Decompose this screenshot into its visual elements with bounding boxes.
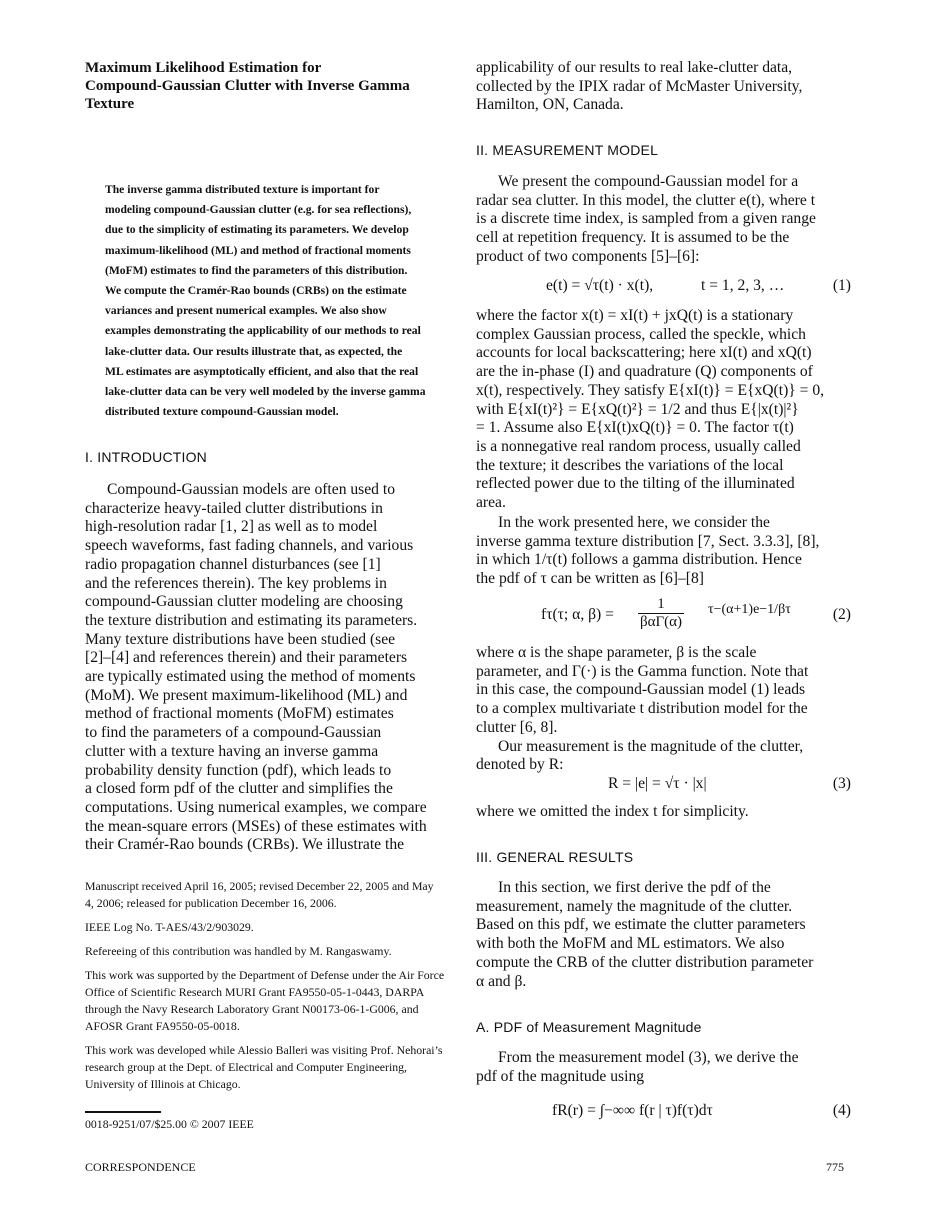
text-line: Based on this pdf, we estimate the clutter parameters [476, 916, 806, 934]
footer-section-label: CORRESPONDENCE [85, 1160, 196, 1174]
title-line: Maximum Likelihood Estimation for [85, 60, 322, 76]
equation-number: (4) [832, 1102, 851, 1119]
text-line: where the factor x(t) = xI(t) + jxQ(t) is a stationary [476, 307, 794, 324]
speckle-paragraph [476, 307, 851, 513]
equation-2-denominator: βαΓ(α) [640, 614, 683, 630]
title-line: Texture [85, 96, 135, 112]
text-line: area. [476, 494, 506, 512]
abstract [85, 180, 460, 422]
title-line: Compound-Gaussian Clutter with Inverse Gamma [85, 78, 410, 94]
text-line: to find the parameters of a compound-Gaussian [85, 724, 382, 742]
subsection-heading-pdf: A. PDF of Measurement Magnitude [476, 1019, 702, 1035]
text-line: and the references therein). The key problems in [85, 574, 387, 592]
text-line: compute the CRB of the clutter distribution parameter [476, 953, 814, 971]
text-line: parameter, and Γ(·) is the Gamma function. Note that [476, 662, 809, 680]
text-line: are typically estimated using the method of moments [85, 668, 416, 686]
text-line: From the measurement model (3), we derive the [498, 1049, 799, 1066]
equation-2 [476, 596, 851, 636]
omitted-index-text: where we omitted the index t for simplicity. [476, 803, 749, 820]
text-line: product of two components [5]–[6]: [476, 247, 700, 265]
equation-1-lhs: e(t) = √τ(t) · x(t), [546, 277, 654, 294]
text-line: [2]–[4] and references therein) and their parameters [85, 649, 408, 667]
text-line: x(t), respectively. They satisfy E{xI(t)} = E{xQ(t)} = 0, [476, 381, 825, 399]
equation-2-tail: τ−(α+1)e−1/βτ [708, 602, 791, 617]
text-line: the texture distribution and estimating its parameters. [85, 611, 418, 629]
text-line: Our measurement is the magnitude of the clutter, [498, 737, 804, 755]
text-line: high-resolution radar [1, 2] as well as to model [85, 518, 378, 536]
text-line: lake-clutter data can be very well modeled by the inverse gamma [105, 385, 426, 399]
footnote: This work was developed while Alessio Balleri was visiting Prof. Nehorai’s research group at the Dept. of Electrical and Computer Engineering, University of Illinois at Chicago. [85, 1043, 443, 1091]
intro-paragraph [85, 481, 460, 855]
text-line: In this section, we first derive the pdf of the [498, 879, 771, 896]
footnote: IEEE Log No. T-AES/43/2/903029. [85, 920, 254, 934]
text-line: collected by the IPIX radar of McMaster University, [476, 77, 803, 95]
text-line: with E{xI(t)²} = E{xQ(t)²} = 1/2 and thus E{|x(t)|²} [476, 400, 799, 418]
text-line: α and β. [476, 972, 527, 990]
text-line: variances and present numerical examples. We also show [105, 304, 387, 318]
text-line: method of fractional moments (MoFM) estimates [85, 705, 394, 723]
footnote-rule [85, 1111, 161, 1113]
page-number: 775 [826, 1160, 844, 1174]
equation-1 [476, 277, 851, 297]
measurement-paragraph [476, 173, 851, 267]
text-line: In the work presented here, we consider the [498, 514, 770, 531]
text-line: complex Gaussian process, called the speckle, which [476, 325, 806, 343]
text-line: (MoFM) estimates to find the parameters of this distribution. [105, 263, 408, 277]
equation-1-rhs: t = 1, 2, 3, … [701, 277, 785, 294]
text-line: denoted by R: [476, 756, 564, 774]
text-line: We present the compound-Gaussian model for a [498, 173, 799, 190]
equation-2-numerator: 1 [638, 596, 684, 614]
text-line: examples demonstrating the applicability of our methods to real [105, 324, 421, 338]
text-line: = 1. Assume also E{xI(t)xQ(t)} = 0. The factor τ(t) [476, 419, 794, 437]
copyright: 0018-9251/07/$25.00 © 2007 IEEE [85, 1117, 254, 1131]
footnote: This work was supported by the Department of Defense under the Air Force Office of Scientific Research MURI Grant FA9550-05-1-0443, DARPA through the Navy Research Laboratory Grant N00173-06-1-G006, and AFOSR Grant FA9550-05-0018. [85, 968, 445, 1033]
text-line: distributed texture compound-Gaussian model. [105, 405, 339, 419]
section-heading-measurement-model: II. MEASUREMENT MODEL [476, 142, 659, 158]
text-line: compound-Gaussian clutter modeling are choosing [85, 593, 403, 611]
text-line: measurement, namely the magnitude of the clutter. [476, 897, 793, 915]
text-line: Many texture distributions have been studied (see [85, 630, 396, 648]
texture-paragraph [476, 514, 851, 589]
text-line: maximum-likelihood (ML) and method of fractional moments [105, 243, 411, 257]
intro-continuation [476, 59, 851, 115]
equation-4-body: fR(r) = ∫−∞∞ f(r | τ)f(τ)dτ [552, 1102, 713, 1119]
general-results-paragraph [476, 879, 851, 991]
text-line: computations. Using numerical examples, we compare [85, 798, 427, 816]
footnote: Manuscript received April 16, 2005; revised December 22, 2005 and May 4, 2006; released for publication December 16, 2006. [85, 879, 434, 910]
text-line: in which 1/τ(t) follows a gamma distribution. Hence [476, 551, 802, 569]
text-line: in this case, the compound-Gaussian model (1) leads [476, 681, 806, 699]
text-line: characterize heavy-tailed clutter distributions in [85, 499, 383, 517]
paper-title [85, 59, 460, 113]
equation-2-lhs: fτ(τ; α, β) = [541, 606, 614, 623]
section-heading-general-results: III. GENERAL RESULTS [476, 849, 634, 865]
footnotes [85, 878, 445, 1100]
equation-3 [476, 775, 851, 795]
text-line: cell at repetition frequency. It is assumed to be the [476, 229, 790, 247]
text-line: clutter with a texture having an inverse gamma [85, 742, 379, 760]
equation-3-body: R = |e| = √τ · |x| [608, 775, 707, 792]
pdf-paragraph [476, 1049, 851, 1086]
text-line: Hamilton, ON, Canada. [476, 96, 624, 114]
text-line: where α is the shape parameter, β is the scale [476, 644, 757, 661]
text-line: clutter [6, 8]. [476, 718, 558, 736]
text-line: the pdf of τ can be written as [6]–[8] [476, 570, 704, 588]
text-line: pdf of the magnitude using [476, 1067, 645, 1085]
text-line: a closed form pdf of the clutter and simplifies the [85, 780, 393, 798]
section-heading-introduction: I. INTRODUCTION [85, 449, 207, 465]
text-line: accounts for local backscattering; here xI(t) and xQ(t) [476, 344, 812, 362]
text-line: Compound-Gaussian models are often used to [107, 481, 395, 498]
text-line: is a nonnegative real random process, usually called [476, 437, 801, 455]
text-line: their Cramér-Rao bounds (CRBs). We illustrate the [85, 836, 405, 854]
text-line: the mean-square errors (MSEs) of these estimates with [85, 817, 427, 835]
text-line: We compute the Cramér-Rao bounds (CRBs) on the estimate [105, 284, 407, 298]
text-line: radar sea clutter. In this model, the clutter e(t), where t [476, 191, 816, 209]
text-line: with both the MoFM and ML estimators. We also [476, 935, 785, 953]
text-line: due to the simplicity of estimating its parameters. We develop [105, 223, 409, 237]
text-line: modeling compound-Gaussian clutter (e.g. for sea reflections), [105, 203, 412, 217]
equation-number: (3) [832, 775, 851, 792]
text-line: (MoM). We present maximum-likelihood (ML) and [85, 686, 408, 704]
text-line: probability density function (pdf), which leads to [85, 761, 392, 779]
text-line: speech waveforms, fast fading channels, and various [85, 537, 414, 555]
text-line: ML estimates are asymptotically efficient, and also that the real [105, 364, 419, 378]
text-line: the texture; it describes the variations of the local [476, 456, 784, 474]
equation-number: (2) [832, 606, 851, 623]
text-line: inverse gamma texture distribution [7, Sect. 3.3.3], [8], [476, 532, 820, 550]
text-line: is a discrete time index, is sampled from a given range [476, 210, 816, 228]
text-line: The inverse gamma distributed texture is important for [105, 183, 380, 196]
equation-4 [476, 1102, 851, 1124]
text-line: are the in-phase (I) and quadrature (Q) components of [476, 363, 813, 381]
text-line: applicability of our results to real lake-clutter data, [476, 59, 793, 76]
parameters-paragraph [476, 644, 851, 775]
text-line: radio propagation channel disturbances (see [1] [85, 555, 381, 573]
text-line: to a complex multivariate t distribution model for the [476, 700, 808, 718]
text-line: lake-clutter data. Our results illustrate that, as expected, the [105, 344, 403, 358]
text-line: reflected power due to the tilting of the illuminated [476, 475, 795, 493]
equation-number: (1) [832, 277, 851, 294]
footnote: Refereeing of this contribution was handled by M. Rangaswamy. [85, 944, 392, 958]
